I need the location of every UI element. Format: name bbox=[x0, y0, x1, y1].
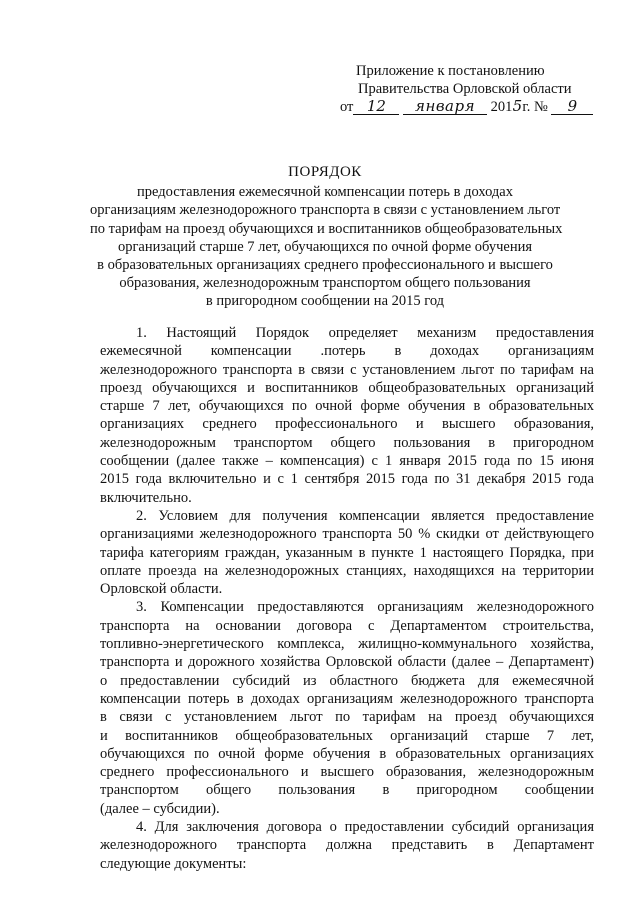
text-line: железнодорожного транспорта должна представить в Департамент bbox=[100, 837, 594, 854]
date-year-prefix: 201 bbox=[490, 99, 513, 115]
title-line: предоставления ежемесячной компенсации потерь в доходах bbox=[136, 184, 513, 201]
number-sign: № bbox=[533, 99, 548, 115]
title-line: организаций старше 7 лет, обучающихся по очной форме обучения bbox=[117, 238, 533, 255]
text-line: железнодорожным транспортом общего пользования в пригородном bbox=[100, 434, 594, 451]
document-body bbox=[100, 324, 594, 873]
appendix-header bbox=[340, 62, 600, 116]
title-line: образования, железнодорожным транспортом общего пользования bbox=[119, 275, 531, 292]
appendix-line-2: Правительства Орловской области bbox=[358, 81, 572, 97]
text-line: ежемесячной компенсации .потерь в доходах организациям bbox=[100, 343, 594, 360]
text-line: транспорта и дорожного хозяйства Орловской области (далее – Департамент) bbox=[100, 654, 594, 671]
date-prefix: от bbox=[340, 99, 354, 115]
paragraph-1 bbox=[100, 324, 594, 507]
paragraph-4 bbox=[100, 818, 594, 873]
text-line: оплате проезда на железнодорожных станциях, находящихся на территории bbox=[100, 562, 594, 579]
paragraph-3 bbox=[100, 598, 594, 818]
text-line: транспорта на основании договора с Департаментом строительства, bbox=[100, 617, 594, 634]
text-line: 2015 года включительно и с 1 сентября 2015 года по 31 декабря 2015 года bbox=[100, 471, 594, 488]
title-line: в образовательных организациях среднего профессионального и высшего bbox=[97, 257, 553, 274]
date-year-g: г. bbox=[522, 99, 531, 115]
text-line: включительно. bbox=[100, 489, 192, 506]
text-line: проезд обучающихся и воспитанников общеобразовательных организаций bbox=[100, 379, 594, 396]
handwritten-day: 12 bbox=[353, 98, 399, 115]
date-number-line bbox=[340, 98, 600, 116]
title-line: организациям железнодорожного транспорта в связи с установлением льгот bbox=[90, 202, 561, 219]
handwritten-month: января bbox=[403, 98, 487, 115]
text-line: железнодорожного транспорта в связи с установлением льгот по тарифам на bbox=[100, 361, 594, 378]
text-line: организациями железнодорожного транспорта 50 % скидки от действующего bbox=[100, 526, 594, 543]
text-line: старше 7 лет, обучающихся по очной форме обучения в образовательных bbox=[100, 398, 594, 415]
text-line: в связи с установлением льгот по тарифам на проезд обучающихся bbox=[100, 709, 594, 726]
text-line: сообщении (далее также – компенсация) с 1 января 2015 года по 15 июня bbox=[100, 453, 594, 470]
title-line: в пригородном сообщении на 2015 год bbox=[205, 293, 445, 310]
handwritten-year-digit: 5 bbox=[512, 97, 523, 115]
text-line: 1. Настоящий Порядок определяет механизм предоставления bbox=[136, 325, 594, 341]
handwritten-number: 9 bbox=[551, 98, 593, 115]
paragraph-2 bbox=[100, 507, 594, 598]
text-line: компенсации потерь в доходах организациям железнодорожного транспорта bbox=[100, 690, 594, 707]
document-title bbox=[90, 163, 563, 311]
text-line: обучающихся по очной форме обучения в образовательных организациях bbox=[100, 745, 594, 762]
text-line: следующие документы: bbox=[100, 855, 247, 872]
text-line: организациях среднего профессионального и высшего образования, bbox=[100, 416, 594, 433]
text-line: о предоставлении субсидий из областного бюджета для ежемесячной bbox=[100, 672, 594, 689]
text-line: топливно-энергетического комплекса, жилищно-коммунального хозяйства, bbox=[100, 636, 594, 653]
text-line: 3. Компенсации предоставляются организациям железнодорожного bbox=[136, 599, 594, 616]
text-line: и воспитанников общеобразовательных организаций старше 7 лет, bbox=[100, 727, 594, 744]
text-line: 2. Условием для получения компенсации является предоставление bbox=[136, 507, 594, 524]
text-line: тарифа категориям граждан, указанным в пункте 1 настоящего Порядка, при bbox=[100, 544, 594, 561]
text-line: транспортом общего пользования в пригородном сообщении bbox=[100, 782, 594, 799]
appendix-line-1: Приложение к постановлению bbox=[356, 63, 545, 79]
title-main: ПОРЯДОК bbox=[288, 164, 362, 180]
text-line: 4. Для заключения договора о предоставлении субсидий организация bbox=[136, 819, 594, 836]
text-line: (далее – субсидии). bbox=[100, 800, 220, 817]
text-line: среднего профессионального и высшего образования, железнодорожным bbox=[100, 764, 594, 781]
title-line: по тарифам на проезд обучающихся и воспитанников общеобразовательных bbox=[90, 220, 563, 237]
text-line: Орловской области. bbox=[100, 581, 223, 598]
